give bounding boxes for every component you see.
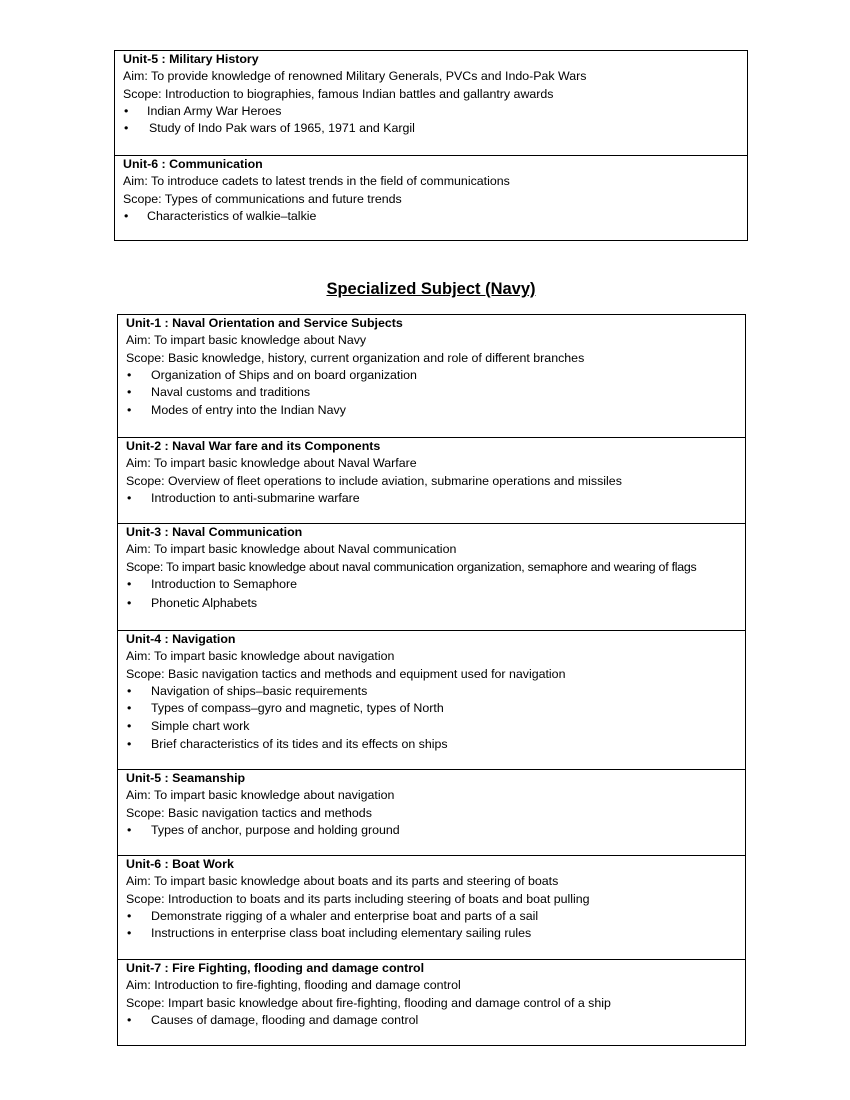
- unit-bullet: • Introduction to Semaphore: [126, 576, 745, 595]
- unit-title: Unit-3 : Naval Communication: [126, 525, 303, 539]
- unit-cell: [115, 51, 747, 155]
- unit-cell: [115, 155, 747, 241]
- unit-cell: [118, 959, 745, 1046]
- unit-bullet: • Study of Indo Pak wars of 1965, 1971 and Kargil: [123, 120, 747, 137]
- unit-bullet: • Phonetic Alphabets: [126, 595, 745, 613]
- unit-cell: [118, 437, 745, 523]
- unit-aim: Aim: To impart basic knowledge about boats and its parts and steering of boats: [126, 874, 559, 889]
- unit-bullet-list: [126, 367, 745, 420]
- unit-bullet-list: [126, 576, 745, 613]
- unit-aim: Aim: To introduce cadets to latest trends in the field of communications: [123, 174, 510, 189]
- unit-aim: Aim: Introduction to fire-fighting, flooding and damage control: [126, 978, 461, 993]
- unit-scope: Scope: Basic knowledge, history, current organization and role of different branches: [126, 350, 585, 365]
- unit-title: Unit-7 : Fire Fighting, flooding and damage control: [126, 961, 425, 975]
- unit-title: Unit-4 : Navigation: [126, 632, 236, 646]
- unit-scope: Scope: Impart basic knowledge about fire-fighting, flooding and damage control of a ship: [126, 995, 611, 1010]
- unit-aim: Aim: To impart basic knowledge about Naval Warfare: [126, 456, 417, 471]
- unit-scope: Scope: Overview of fleet operations to include aviation, submarine operations and missiles: [126, 473, 622, 488]
- unit-scope: Scope: Types of communications and future trends: [123, 191, 402, 206]
- unit-bullet: • Characteristics of walkie–talkie: [123, 208, 747, 225]
- unit-bullet-list: [126, 683, 745, 753]
- unit-bullet-list: [126, 908, 745, 943]
- unit-aim: Aim: To impart basic knowledge about navigation: [126, 649, 395, 664]
- unit-bullet: • Types of anchor, purpose and holding ground: [126, 822, 745, 840]
- unit-bullet: • Naval customs and traditions: [126, 384, 745, 402]
- unit-cell: [118, 315, 745, 437]
- unit-bullet: • Instructions in enterprise class boat including elementary sailing rules: [126, 925, 745, 943]
- unit-title: Unit-6 : Boat Work: [126, 857, 234, 871]
- unit-aim: Aim: To provide knowledge of renowned Military Generals, PVCs and Indo-Pak Wars: [123, 69, 587, 84]
- unit-scope: Scope: Basic navigation tactics and methods and equipment used for navigation: [126, 666, 566, 681]
- unit-aim: Aim: To impart basic knowledge about Navy: [126, 333, 367, 348]
- unit-aim: Aim: To impart basic knowledge about Naval communication: [126, 542, 457, 557]
- unit-bullet: • Causes of damage, flooding and damage control: [126, 1012, 745, 1030]
- unit-title: Unit-1 : Naval Orientation and Service Subjects: [126, 316, 403, 330]
- unit-bullet: • Types of compass–gyro and magnetic, types of North: [126, 700, 745, 718]
- unit-cell: [118, 523, 745, 630]
- unit-aim: Aim: To impart basic knowledge about navigation: [126, 788, 395, 803]
- section-title: Specialized Subject (Navy): [326, 280, 536, 298]
- unit-bullet-list: [126, 1012, 745, 1030]
- unit-scope: Scope: Basic navigation tactics and methods: [126, 805, 372, 820]
- unit-bullet: • Demonstrate rigging of a whaler and enterprise boat and parts of a sail: [126, 908, 745, 926]
- unit-scope: Scope: Introduction to biographies, famous Indian battles and gallantry awards: [123, 86, 554, 101]
- unit-title: Unit-5 : Seamanship: [126, 771, 246, 785]
- navy-units-table: [117, 314, 746, 1046]
- unit-bullet: • Modes of entry into the Indian Navy: [126, 402, 745, 420]
- unit-cell: [118, 855, 745, 959]
- unit-bullet-list: [123, 208, 747, 225]
- unit-bullet-list: [126, 490, 745, 508]
- unit-bullet: • Indian Army War Heroes: [123, 103, 747, 120]
- unit-scope: Scope: To impart basic knowledge about naval communication organization, semaphore and wearing of flags: [126, 559, 697, 574]
- unit-cell: [118, 769, 745, 855]
- unit-bullet: • Simple chart work: [126, 718, 745, 736]
- unit-bullet: • Organization of Ships and on board organization: [126, 367, 745, 385]
- unit-bullet: • Brief characteristics of its tides and its effects on ships: [126, 736, 745, 754]
- unit-cell: [118, 630, 745, 769]
- unit-title: Unit-2 : Naval War fare and its Components: [126, 439, 381, 453]
- unit-title: Unit-6 : Communication: [123, 157, 263, 171]
- unit-bullet-list: [123, 103, 747, 138]
- unit-scope: Scope: Introduction to boats and its parts including steering of boats and boat pulling: [126, 891, 590, 906]
- unit-bullet: • Introduction to anti-submarine warfare: [126, 490, 745, 508]
- unit-title: Unit-5 : Military History: [123, 52, 259, 66]
- unit-bullet-list: [126, 822, 745, 840]
- top-units-table: [114, 50, 748, 241]
- unit-bullet: • Navigation of ships–basic requirements: [126, 683, 745, 701]
